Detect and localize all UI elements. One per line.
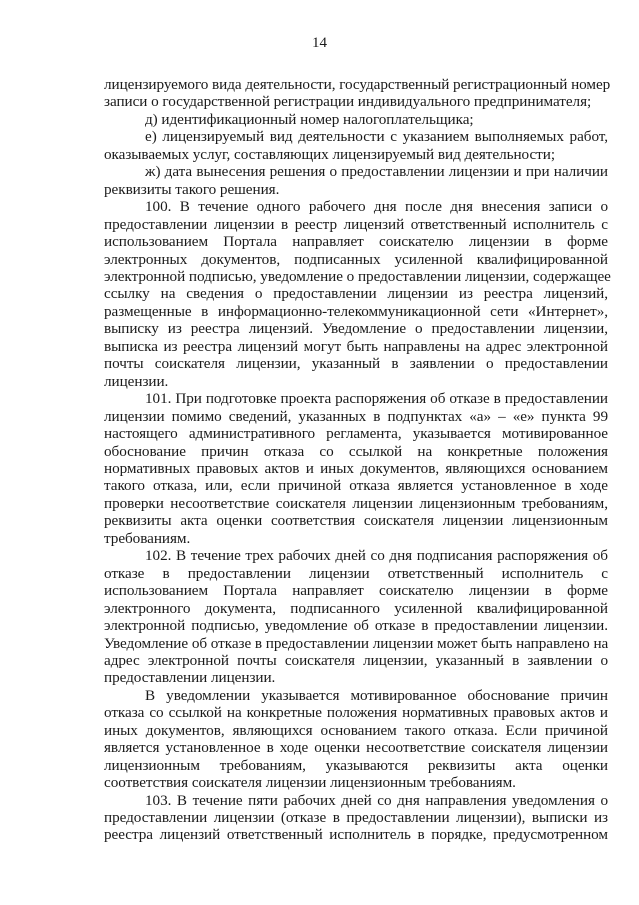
paragraph-line: оказываемых услуг, составляющих лицензируемый вид деятельности; xyxy=(104,145,556,163)
paragraph-line: отказа со ссылкой на конкретные положения нормативных правовых актов и xyxy=(104,704,608,722)
paragraph-line: иных документов, являющихся основанием такого отказа. Если причиной xyxy=(104,721,608,739)
paragraph-line: лицензии помимо сведений, указанных в подпунктах «а» – «е» пункта 99 xyxy=(104,407,608,425)
paragraph-line: электронной подписью, уведомление о предоставлении лицензии, содержащее xyxy=(104,267,611,285)
document-paragraph xyxy=(104,111,608,128)
document-paragraph xyxy=(104,390,608,547)
paragraph-line: почты соискателя лицензии, указанный в заявлении о предоставлении xyxy=(104,355,608,373)
paragraph-line: требованиям. xyxy=(104,529,191,547)
paragraph-line: 101. При подготовке проекта распоряжения об отказе в предоставлении xyxy=(145,390,608,408)
document-paragraph xyxy=(104,128,608,163)
paragraph-line: ссылку на сведения о предоставлении лицензии из реестра лицензий, xyxy=(104,285,608,303)
paragraph-line: реестра лицензий ответственный исполнитель в порядке, предусмотренном xyxy=(104,826,608,844)
document-paragraph xyxy=(104,163,608,198)
paragraph-line: адрес электронной почты соискателя лицензии, указанный в заявлении о xyxy=(104,651,608,669)
paragraph-line: е) лицензируемый вид деятельности с указанием выполняемых работ, xyxy=(145,128,608,146)
paragraph-line: лицензируемого вида деятельности, государственный регистрационный номер xyxy=(104,76,611,93)
paragraph-line: реквизиты такого решения. xyxy=(104,180,280,198)
paragraph-line: д) идентификационный номер налогоплательщика; xyxy=(145,110,474,128)
document-paragraph xyxy=(104,687,608,792)
paragraph-line: записи о государственной регистрации индивидуального предпринимателя; xyxy=(104,93,592,111)
paragraph-line: предоставлении лицензии в реестр лицензий ответственный исполнитель с xyxy=(104,215,608,233)
document-paragraph xyxy=(104,76,611,111)
paragraph-line: обоснование причин отказа со ссылкой на конкретные положения xyxy=(104,442,608,460)
paragraph-line: использованием Портала направляет соискателю лицензии в форме xyxy=(104,233,608,251)
paragraph-line: реквизиты акта оценки соответствия соискателя лицензии лицензионным xyxy=(104,512,608,530)
paragraph-line: предоставлении лицензии. xyxy=(104,669,276,687)
paragraph-line: отказе в предоставлении лицензии ответственный исполнитель с xyxy=(104,564,608,582)
paragraph-line: нормативных правовых актов и иных документов, являющихся основанием xyxy=(104,459,608,477)
paragraph-line: такого отказа, или, если причиной отказа является установленное в ходе xyxy=(104,477,608,495)
paragraph-line: В уведомлении указывается мотивированное обоснование причин xyxy=(145,686,608,704)
paragraph-line: ж) дата вынесения решения о предоставлении лицензии и при наличии xyxy=(145,163,608,181)
paragraph-line: проверки несоответствие соискателя лицензии лицензионным требованиям, xyxy=(104,494,608,512)
paragraph-line: размещенные в информационно-телекоммуникационной сети «Интернет», xyxy=(104,302,608,320)
paragraph-line: использованием Портала направляет соискателю лицензии в форме xyxy=(104,582,608,600)
paragraph-line: лицензии. xyxy=(104,372,169,390)
paragraph-line: лицензионным требованиям, указываются реквизиты акта оценки xyxy=(104,756,608,774)
paragraph-line: выписку из реестра лицензий. Уведомление о предоставлении лицензии, xyxy=(104,320,608,338)
paragraph-line: Уведомление об отказе в предоставлении лицензии может быть направлено на xyxy=(104,634,609,652)
document-body xyxy=(104,76,611,844)
paragraph-line: предоставлении лицензии (отказе в предоставлении лицензии), выписки из xyxy=(104,809,608,827)
paragraph-line: 102. В течение трех рабочих дней со дня подписания распоряжения об xyxy=(145,547,608,565)
page-number: 14 xyxy=(312,35,327,51)
document-paragraph xyxy=(104,547,608,687)
paragraph-line: 103. В течение пяти рабочих дней со дня направления уведомления о xyxy=(145,791,608,809)
paragraph-line: электронной подписью, уведомление об отказе в предоставлении лицензии. xyxy=(104,617,608,635)
document-paragraph xyxy=(104,198,611,390)
paragraph-line: 100. В течение одного рабочего дня после дня внесения записи о xyxy=(145,198,608,216)
paragraph-line: выписка из реестра лицензий могут быть направлены на адрес электронной xyxy=(104,337,608,355)
paragraph-line: настоящего административного регламента, указывается мотивированное xyxy=(104,425,608,443)
paragraph-line: электронного документа, подписанного усиленной квалифицированной xyxy=(104,599,608,617)
paragraph-line: электронных документов, подписанных усиленной квалифицированной xyxy=(104,250,608,268)
document-paragraph xyxy=(104,792,608,844)
paragraph-line: соответствия соискателя лицензии лицензионным требованиям. xyxy=(104,774,516,792)
paragraph-line: является установленное в ходе оценки несоответствие соискателя лицензии xyxy=(104,739,608,757)
